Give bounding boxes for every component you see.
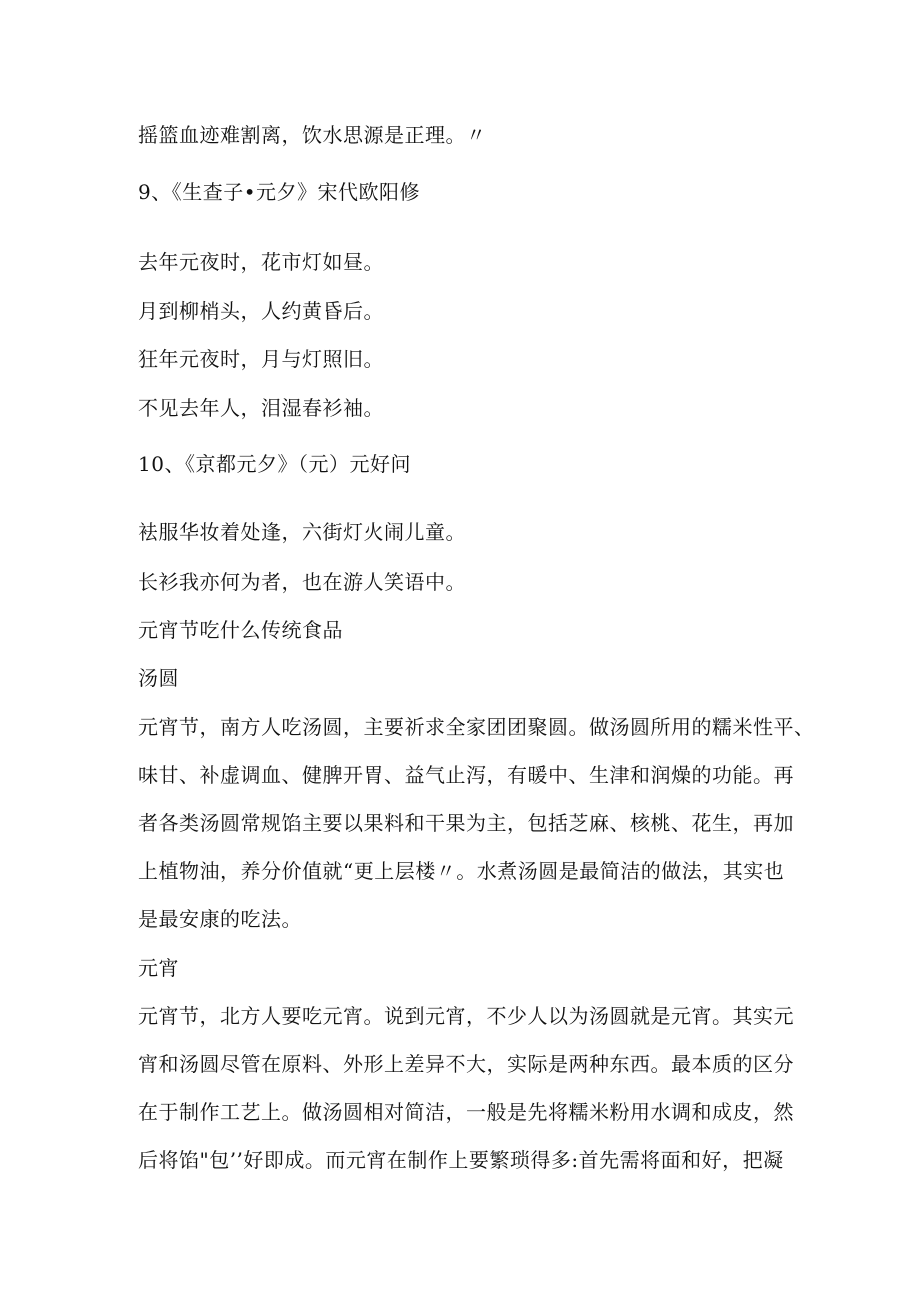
poem-line: 摇篮血迹难割离，饮水思源是正理。〃	[138, 123, 487, 147]
poem-line: 袪服华妆着处逢，六街灯火闹儿童。	[138, 520, 466, 544]
paragraph-line: 是最安康的吃法。	[138, 907, 302, 931]
paragraph-line: 上植物油，养分价值就“更上层楼〃。水煮汤圆是最简洁的做法，其实也	[138, 859, 785, 883]
paragraph-line: 味甘、补虚调血、健脾开胃、益气止泻，有暖中、生津和润燥的功能。再	[138, 763, 794, 787]
paragraph-line: 者各类汤圆常规馅主要以果料和干果为主，包括芝麻、核桃、花生，再加	[138, 811, 794, 835]
subsection-heading: 汤圆	[138, 666, 179, 690]
poem-line: 狂年元夜时，月与灯照旧。	[138, 347, 384, 371]
poem-heading: 9、《生查子•元夕》宋代欧阳修	[138, 180, 421, 204]
poem-line: 长衫我亦何为者，也在游人笑语中。	[138, 570, 466, 594]
paragraph-line: 元宵节，北方人要吃元宵。说到元宵，不少人以为汤圆就是元宵。其实元	[138, 1004, 794, 1028]
paragraph-line: 元宵节，南方人吃汤圆，主要祈求全家团团聚圆。做汤圆所用的糯米性平、	[138, 715, 815, 739]
section-heading: 元宵节吃什么传统食品	[138, 618, 343, 642]
poem-line: 月到柳梢头，人约黄昏后。	[138, 299, 384, 323]
poem-heading: 10、《京都元夕》（元）元好问	[138, 452, 411, 476]
subsection-heading: 元宵	[138, 956, 179, 980]
poem-line: 不见去年人，泪湿春衫袖。	[138, 396, 384, 420]
paragraph-line: 后将馅"包’’好即成。而元宵在制作上要繁琐得多:首先需将面和好，把凝	[138, 1148, 784, 1172]
paragraph-line: 宵和汤圆尽管在原料、外形上差异不大，实际是两种东西。最本质的区分	[138, 1052, 794, 1076]
paragraph-line: 在于制作工艺上。做汤圆相对简洁，一般是先将糯米粉用水调和成皮，然	[138, 1100, 794, 1124]
poem-line: 去年元夜时，花市灯如昼。	[138, 250, 384, 274]
